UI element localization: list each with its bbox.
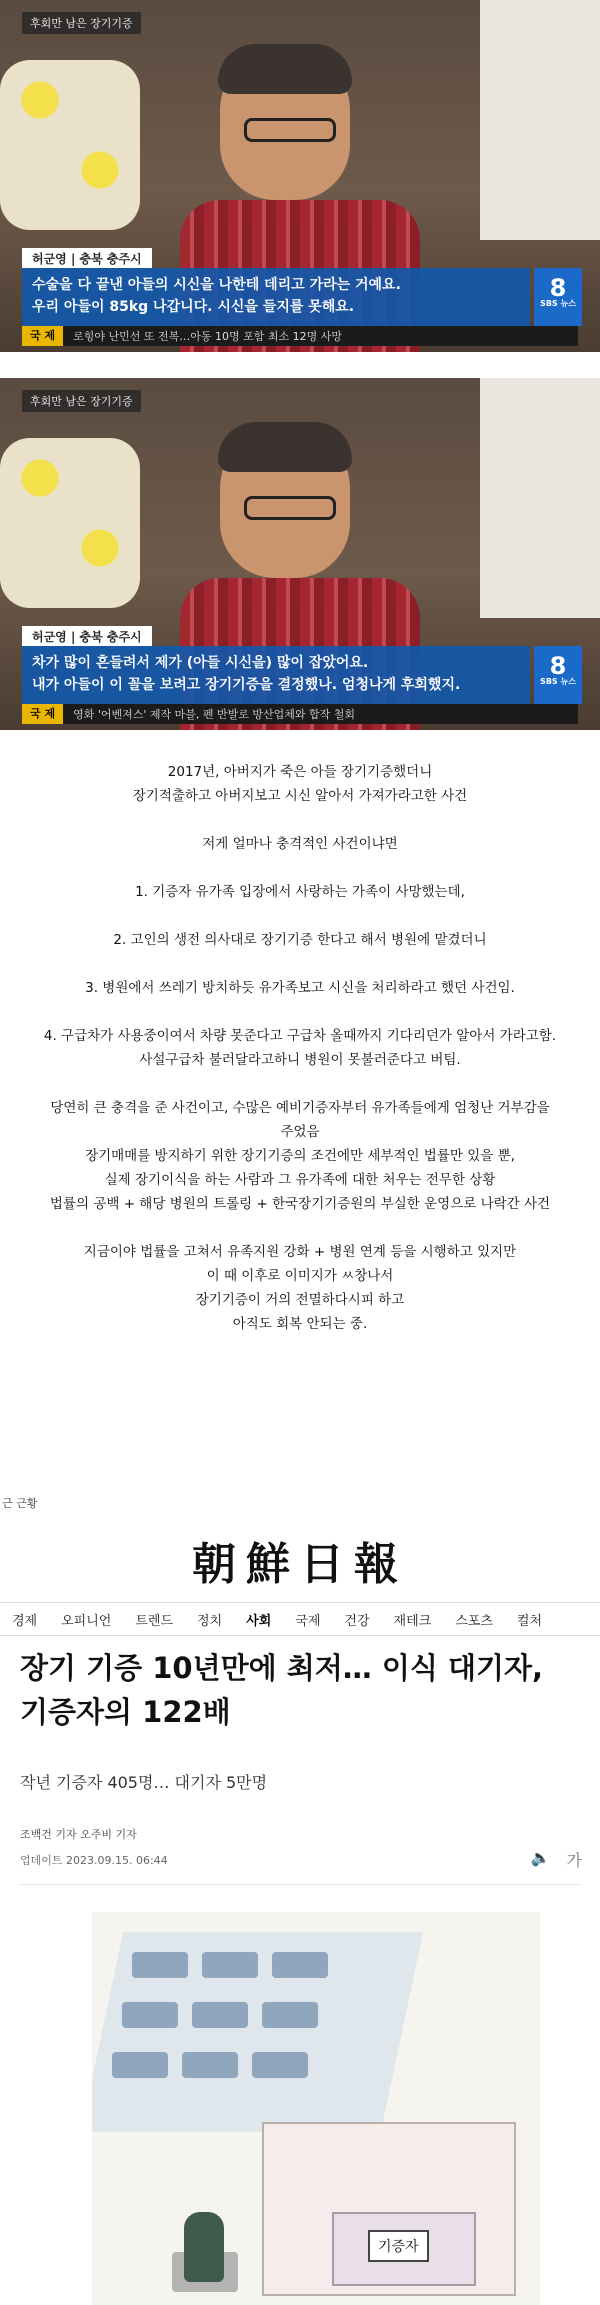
bed	[272, 1952, 328, 1978]
speaker-icon[interactable]: 🔈	[530, 1848, 551, 1867]
nav-item[interactable]: 오피니언	[61, 1613, 112, 1629]
article-updated: 업데이트 2023.09.15. 06:44	[20, 1854, 168, 1867]
sbs-logo	[534, 646, 582, 704]
post-point-2: 2. 고인의 생전 의사대로 장기기증 한다고 해서 병원에 맡겼더니	[113, 932, 487, 948]
glasses	[244, 118, 336, 142]
interviewee-name: 허군영 | 충북 충주시	[22, 248, 152, 268]
nav-item[interactable]: 국제	[295, 1613, 321, 1629]
font-size-icon[interactable]: 가	[566, 1851, 582, 1870]
interviewee-name: 허군영 | 충북 충주시	[22, 626, 152, 646]
post-question: 저게 얼마나 충격적인 사건이냐면	[202, 836, 398, 852]
flower-pillow	[0, 438, 140, 608]
wall	[480, 378, 600, 618]
post-now-1: 지금이야 법률을 고쳐서 유족지원 강화 + 병원 연계 등을 시행하고 있지만	[83, 1244, 517, 1260]
ticker-text: 영화 '어벤져스' 제작 마블, 펜 반발로 방산업체와 합작 철회	[73, 708, 356, 721]
bed	[192, 2002, 248, 2028]
bed	[262, 2002, 318, 2028]
video-frame-1	[0, 0, 600, 352]
caption-line-1: 수술을 다 끝낸 아들의 시신을 나한테 데리고 가라는 거예요.	[32, 277, 401, 293]
nav-item[interactable]: 재테크	[393, 1613, 432, 1629]
ticker-text: 로힝야 난민선 또 전복…아동 10명 포함 최소 12명 사망	[73, 330, 342, 343]
article-tools	[531, 1848, 582, 1871]
subtitle-caption	[22, 268, 530, 326]
nav-item[interactable]: 트렌드	[135, 1613, 174, 1629]
post-now-3: 장기기증이 거의 전멸하다시피 하고	[195, 1292, 405, 1308]
post-conclusion-1: 당연히 큰 충격을 준 사건이고, 수많은 예비기증자부터 유가족들에게 엄청난 거부감을	[50, 1100, 550, 1116]
post-point-4b: 사설구급차 불러달라고하니 병원이 못불러준다고 버팀.	[139, 1052, 461, 1068]
post-intro-2: 장기적출하고 아버지보고 시신 알아서 가져가라고한 사건	[132, 788, 468, 804]
news-ticker	[22, 326, 578, 346]
bed	[202, 1952, 258, 1978]
donor-label: 기증자	[368, 2230, 429, 2262]
post-point-3: 3. 병원에서 쓰레기 방치하듯 유가족보고 시신을 처리하라고 했던 사건임.	[85, 980, 515, 996]
flower-pillow	[0, 60, 140, 230]
caption-line-2: 우리 아들이 85kg 나갑니다. 시신을 들지를 못해요.	[32, 299, 355, 315]
post-now-4: 아직도 회복 안되는 중.	[232, 1316, 368, 1332]
post-body	[0, 760, 600, 1336]
post-conclusion-2: 주었음	[280, 1124, 320, 1140]
ticker-tag: 국 제	[22, 704, 63, 724]
bed	[252, 2052, 308, 2078]
nav-item[interactable]: 사회	[246, 1613, 272, 1629]
nav-item[interactable]: 스포츠	[455, 1613, 493, 1629]
hair	[218, 422, 352, 472]
source-label: 근 근황	[2, 1497, 38, 1510]
bed	[132, 1952, 188, 1978]
hair	[218, 44, 352, 94]
segment-badge: 후회만 남은 장기기증	[22, 12, 141, 34]
post-conclusion-4: 실제 장기이식을 하는 사람과 그 유가족에 대한 처우는 전무한 상황	[104, 1172, 496, 1188]
divider	[20, 1884, 580, 1885]
post-intro-1: 2017년, 아버지가 죽은 아들 장기기증했더니	[167, 764, 433, 780]
nav-item[interactable]: 정치	[197, 1613, 223, 1629]
segment-badge: 후회만 남은 장기기증	[22, 390, 141, 412]
post-point-4a: 4. 구급차가 사용중이여서 차량 못준다고 구급차 올때까지 기다리던가 알아서 가라고함.	[43, 1028, 557, 1044]
sbs-logo-number: 8	[549, 652, 567, 680]
caption-line-2: 내가 아들이 이 꼴을 보려고 장기기증을 결정했나. 엄청나게 후회했지.	[32, 677, 461, 693]
article-subtitle: 작년 기증자 405명… 대기자 5만명	[20, 1773, 268, 1792]
category-nav	[0, 1602, 600, 1636]
post-conclusion-5: 법률의 공백 + 해당 병원의 트롤링 + 한국장기기증원의 부실한 운영으로 나락간 사건	[49, 1196, 551, 1212]
ticker-tag: 국 제	[22, 326, 63, 346]
article-title: 장기 기증 10년만에 최저… 이식 대기자, 기증자의 122배	[20, 1651, 544, 1729]
glasses	[244, 496, 336, 520]
sbs-logo	[534, 268, 582, 326]
sbs-logo-text: SBS 뉴스	[540, 677, 576, 686]
caption-line-1: 차가 많이 흔들려서 제가 (아들 시신을) 많이 잡았어요.	[32, 655, 369, 671]
waiting-person	[184, 2212, 224, 2282]
nav-item[interactable]: 경제	[12, 1613, 38, 1629]
bed	[112, 2052, 168, 2078]
sbs-logo-text: SBS 뉴스	[540, 299, 576, 308]
news-ticker	[22, 704, 578, 724]
sbs-logo-number: 8	[549, 274, 567, 302]
post-conclusion-3: 장기매매를 방지하기 위한 장기기증의 조건에만 세부적인 법률만 있을 뿐,	[85, 1148, 515, 1164]
bed	[182, 2052, 238, 2078]
bed	[122, 2002, 178, 2028]
post-now-2: 이 때 이후로 이미지가 ㅆ창나서	[206, 1268, 394, 1284]
nav-item[interactable]: 건강	[344, 1613, 370, 1629]
article-byline[interactable]: 조백건 기자 오주비 기자	[20, 1828, 137, 1841]
video-frame-2	[0, 378, 600, 730]
frame-gap	[0, 352, 600, 378]
wall	[480, 0, 600, 240]
chosun-masthead-logo[interactable]: 朝鮮日報	[192, 1539, 408, 1590]
nav-item[interactable]: 컬처	[516, 1613, 543, 1629]
post-point-1: 1. 기증자 유가족 입장에서 사랑하는 가족이 사망했는데,	[135, 884, 465, 900]
subtitle-caption	[22, 646, 530, 704]
article-illustration	[92, 1912, 540, 2305]
